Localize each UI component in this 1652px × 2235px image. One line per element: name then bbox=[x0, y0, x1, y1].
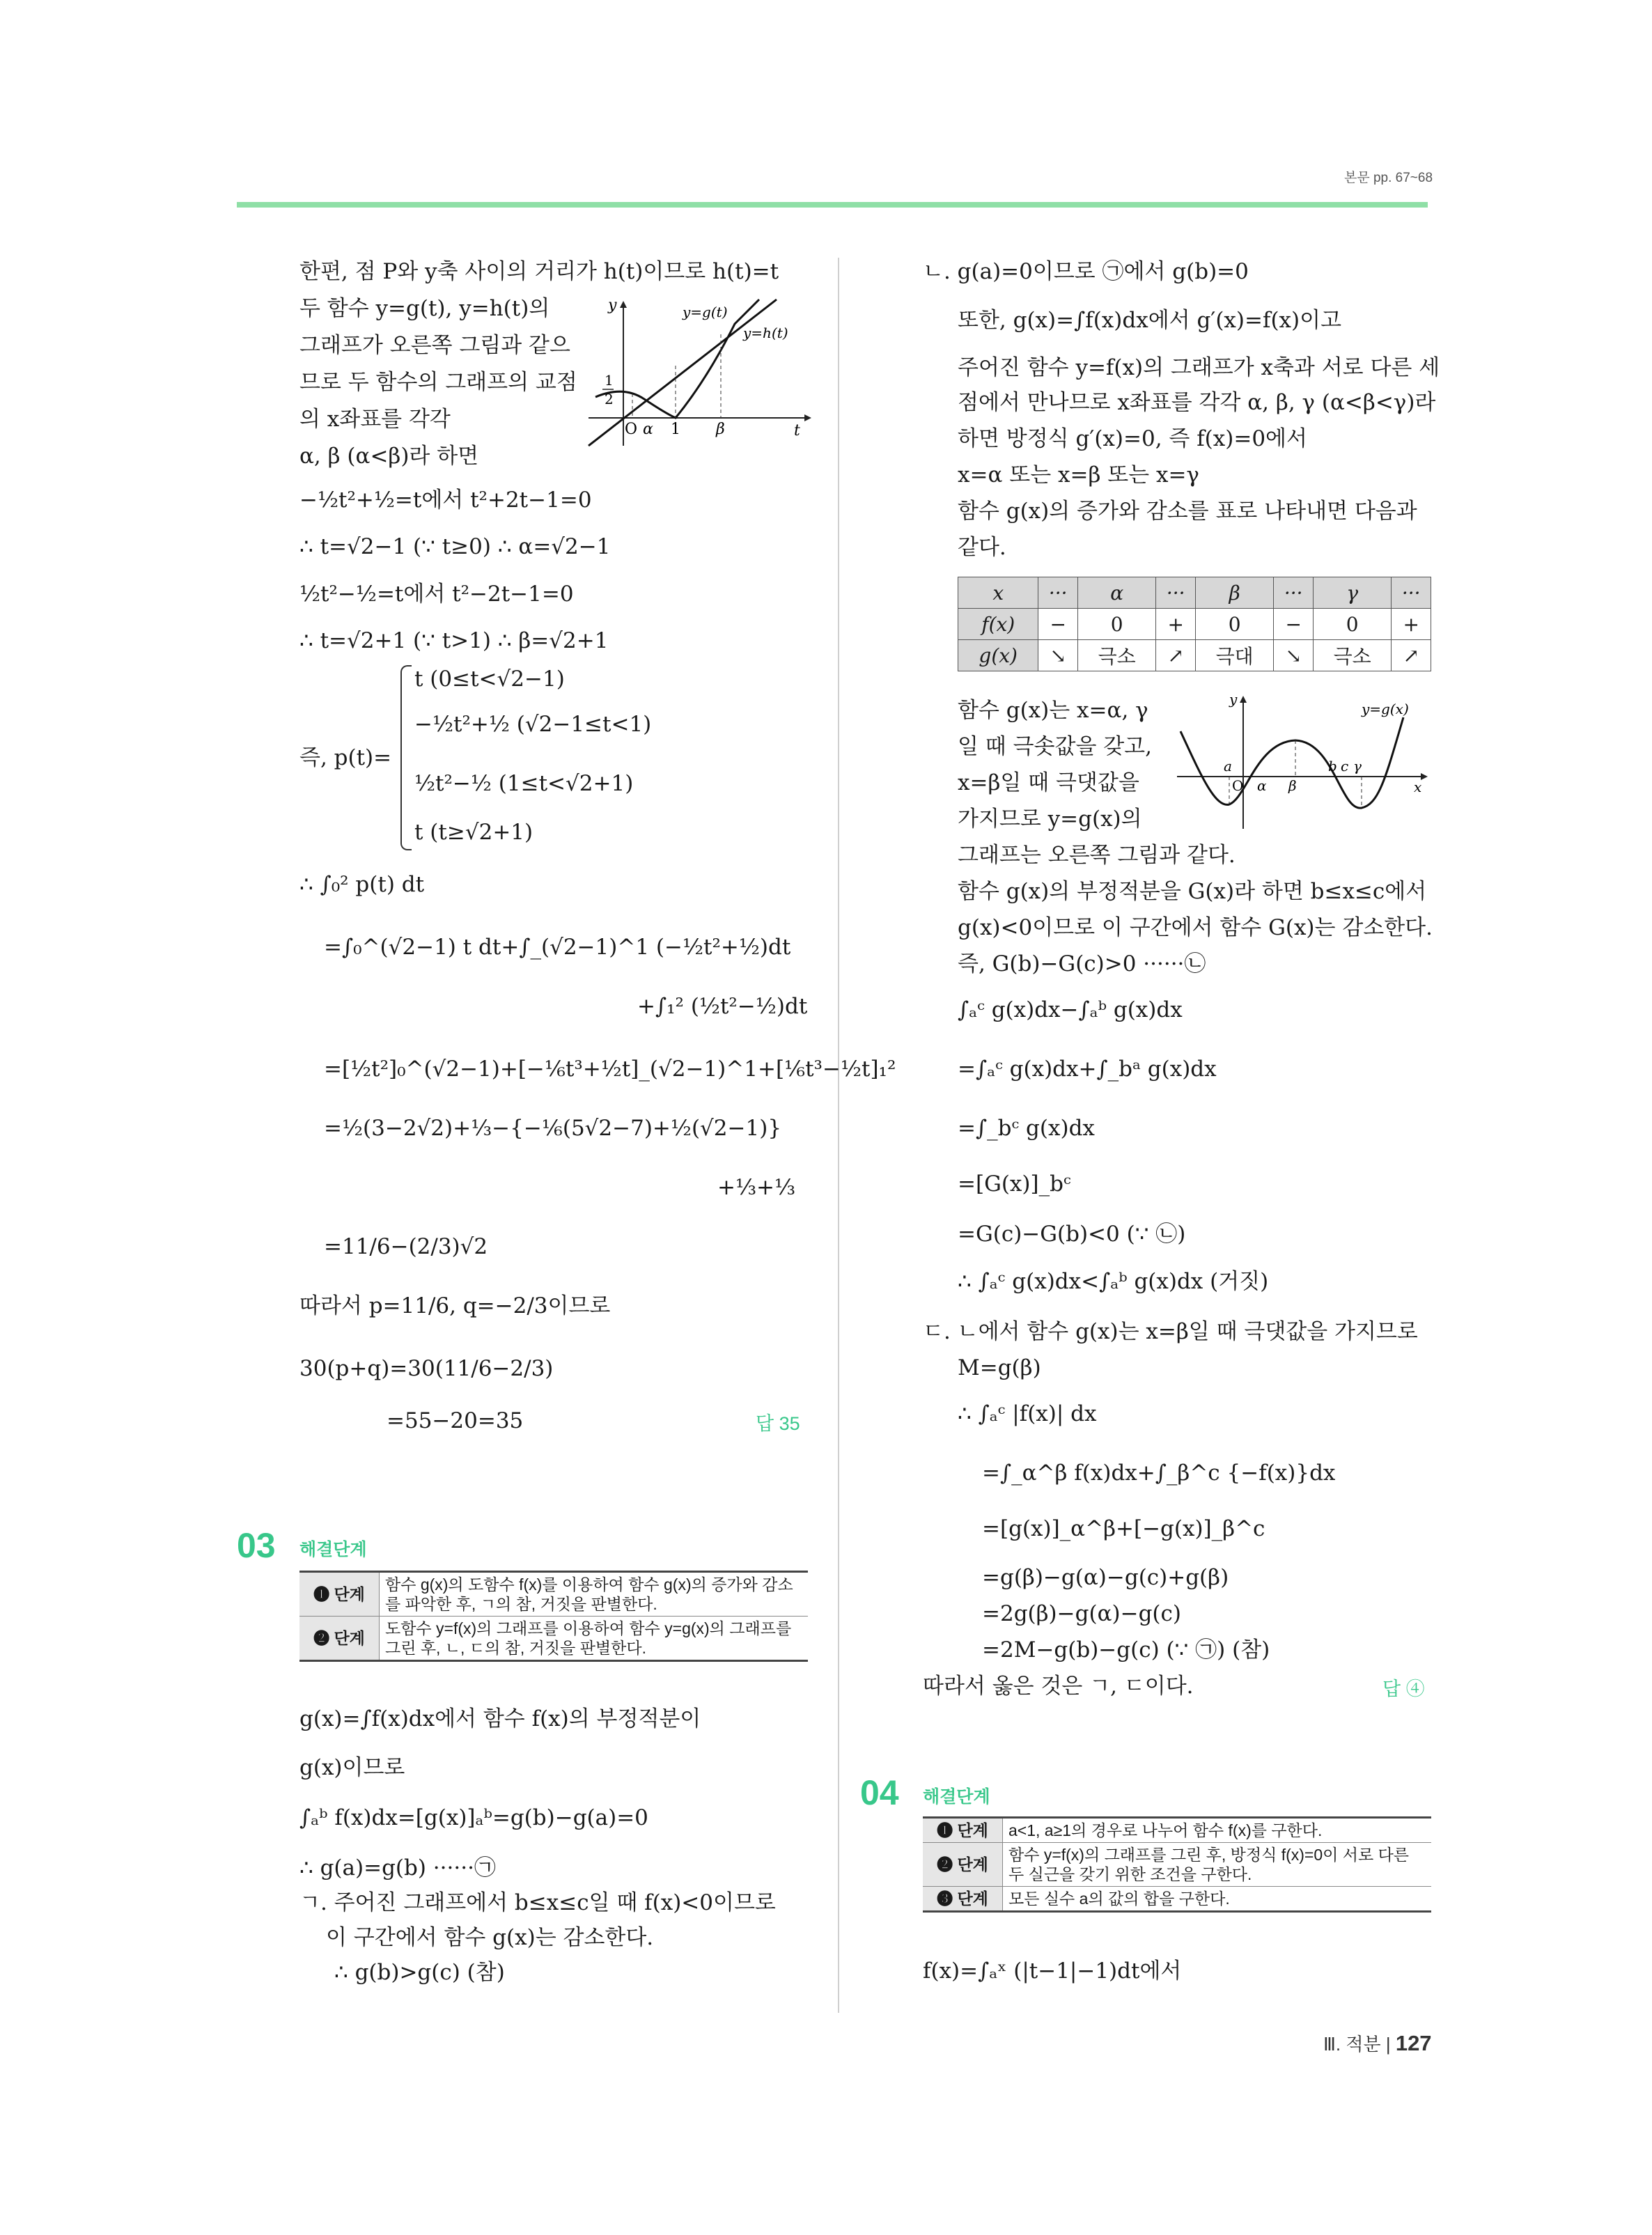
right-line: =2g(β)−g(α)−g(c) bbox=[982, 1601, 1181, 1626]
right-line: 따라서 옳은 것은 ㄱ, ㄷ이다. bbox=[923, 1674, 1194, 1699]
table-row bbox=[958, 577, 1431, 609]
table-header-cell: ··· bbox=[1038, 577, 1078, 609]
right-line: g(x)<0이므로 이 구간에서 함수 G(x)는 감소한다. bbox=[958, 915, 1433, 940]
sec03-line: ∴ g(b)>g(c) (참) bbox=[334, 1960, 505, 1985]
table-header-cell: γ bbox=[1313, 577, 1391, 609]
left-line: 따라서 p=11/6, q=−2/3이므로 bbox=[299, 1293, 611, 1318]
right-line: ㄴ. g(a)=0이므로 ㉠에서 g(b)=0 bbox=[923, 259, 1249, 284]
left-line: =∫₀^(√2−1) t dt+∫_(√2−1)^1 (−½t²+½)dt bbox=[324, 935, 791, 960]
step-row bbox=[923, 1887, 1431, 1912]
right-line: =[G(x)]_bᶜ bbox=[958, 1171, 1071, 1197]
step-row bbox=[299, 1572, 808, 1617]
sec03-line: g(x)=∫f(x)dx에서 함수 f(x)의 부정적분이 bbox=[299, 1706, 701, 1731]
half-den: 2 bbox=[605, 391, 614, 407]
origin-label: O bbox=[625, 421, 638, 438]
table-row bbox=[958, 609, 1431, 640]
piecewise-lead: 즉, p(t)= bbox=[299, 745, 392, 770]
left-line: 한편, 점 P와 y축 사이의 거리가 h(t)이므로 h(t)=t bbox=[299, 259, 779, 284]
right-line: 그래프는 오른쪽 그림과 같다. bbox=[958, 843, 1236, 868]
section-number: 04 bbox=[860, 1773, 899, 1812]
right-line: 점에서 만나므로 x좌표를 각각 α, β, γ (α<β<γ)라 bbox=[958, 390, 1436, 415]
table-cell: 극대 bbox=[1195, 640, 1273, 671]
variation-table bbox=[958, 577, 1431, 671]
right-line: 함수 g(x)의 증가와 감소를 표로 나타내면 다음과 bbox=[958, 499, 1417, 524]
step-table-04 bbox=[923, 1816, 1431, 1913]
curve-g bbox=[1180, 717, 1403, 808]
left-line: ∴ t=√2−1 (∵ t≥0) ∴ α=√2−1 bbox=[299, 534, 611, 559]
right-line: =∫_α^β f(x)dx+∫_β^c {−f(x)}dx bbox=[982, 1461, 1336, 1486]
piecewise-case: −½t²+½ (√2−1≤t<1) bbox=[414, 712, 652, 737]
chapter-label: Ⅲ. 적분 | bbox=[1323, 2034, 1391, 2055]
table-cell: − bbox=[1038, 609, 1078, 640]
half-num: 1 bbox=[605, 372, 614, 389]
step-label: ❷ 단계 bbox=[923, 1843, 1003, 1887]
piecewise-case: ½t²−½ (1≤t<√2+1) bbox=[414, 771, 634, 796]
table-row bbox=[958, 640, 1431, 671]
right-line: 또한, g(x)=∫f(x)dx에서 g′(x)=f(x)이고 bbox=[958, 308, 1342, 333]
left-line: +∫₁² (½t²−½)dt bbox=[637, 994, 808, 1019]
left-line: 30(p+q)=30(11/6−2/3) bbox=[299, 1356, 554, 1381]
table-cell: f(x) bbox=[958, 609, 1038, 640]
beta-label: β bbox=[716, 421, 725, 438]
x-axis-arrow bbox=[1421, 773, 1428, 780]
step-text: 함수 g(x)의 도함수 f(x)를 이용하여 함수 g(x)의 증가와 감소를 파악한 후, ㄱ의 참, 거짓을 판별한다. bbox=[380, 1572, 809, 1617]
c-label: c bbox=[1341, 758, 1349, 774]
left-line: =55−20=35 bbox=[387, 1408, 524, 1433]
step-text: 함수 y=f(x)의 그래프를 그린 후, 방정식 f(x)=0이 서로 다른 두 실근을 갖기 위한 조건을 구한다. bbox=[1003, 1843, 1432, 1887]
left-line: 의 x좌표를 각각 bbox=[299, 407, 451, 432]
right-line: x=α 또는 x=β 또는 x=γ bbox=[958, 462, 1199, 488]
table-cell: ↘ bbox=[1274, 640, 1314, 671]
table-header-cell: ··· bbox=[1156, 577, 1196, 609]
page-reference: 본문 pp. 67~68 bbox=[1344, 171, 1433, 185]
right-line: ∫ₐᶜ g(x)dx−∫ₐᵇ g(x)dx bbox=[958, 997, 1183, 1022]
alpha-label: α bbox=[643, 421, 653, 438]
step-text: a<1, a≥1의 경우로 나누어 함수 f(x)를 구한다. bbox=[1003, 1818, 1432, 1843]
table-cell: − bbox=[1274, 609, 1314, 640]
step-label: ❶ 단계 bbox=[299, 1572, 380, 1617]
piecewise-case: t (0≤t<√2−1) bbox=[414, 667, 565, 692]
table-header-cell: α bbox=[1077, 577, 1155, 609]
table-cell: ↗ bbox=[1156, 640, 1196, 671]
table-header-cell: ··· bbox=[1274, 577, 1314, 609]
t-label: t bbox=[794, 422, 800, 439]
table-cell: 0 bbox=[1077, 609, 1155, 640]
y-label: y bbox=[608, 297, 617, 314]
answer-03: 답 ④ bbox=[1382, 1679, 1425, 1699]
sec03-line: ∴ g(a)=g(b) ······㉠ bbox=[299, 1855, 496, 1880]
sec03-line: g(x)이므로 bbox=[299, 1755, 405, 1780]
one-label: 1 bbox=[671, 421, 680, 438]
right-line: ∴ ∫ₐᶜ g(x)dx<∫ₐᵇ g(x)dx (거짓) bbox=[958, 1269, 1269, 1294]
table-cell: + bbox=[1156, 609, 1196, 640]
table-cell: 0 bbox=[1195, 609, 1273, 640]
right-line: =2M−g(b)−g(c) (∵ ㉠) (참) bbox=[982, 1637, 1270, 1662]
piecewise-brace bbox=[400, 665, 412, 850]
right-line: x=β일 때 극댓값을 bbox=[958, 770, 1139, 795]
step-row bbox=[923, 1843, 1431, 1887]
table-cell: g(x) bbox=[958, 640, 1038, 671]
left-line: ½t²−½=t에서 t²−2t−1=0 bbox=[299, 582, 574, 607]
page-number: 127 bbox=[1395, 2031, 1432, 2055]
left-line: 므로 두 함수의 그래프의 교점 bbox=[299, 370, 577, 395]
right-line: 주어진 함수 y=f(x)의 그래프가 x축과 서로 다른 세 bbox=[958, 355, 1440, 380]
right-line: 함수 g(x)는 x=α, γ bbox=[958, 698, 1148, 723]
b-label: b bbox=[1328, 758, 1337, 774]
sec03-line: ㄱ. 주어진 그래프에서 b≤x≤c일 때 f(x)<0이므로 bbox=[299, 1890, 776, 1915]
section-title: 해결단계 bbox=[299, 1540, 367, 1559]
left-line: −½t²+½=t에서 t²+2t−1=0 bbox=[299, 488, 592, 513]
right-line: 함수 g(x)의 부정적분을 G(x)라 하면 b≤x≤c에서 bbox=[958, 879, 1427, 904]
right-line: M=g(β) bbox=[958, 1355, 1041, 1380]
right-line: =G(c)−G(b)<0 (∵ ㉡) bbox=[958, 1222, 1186, 1247]
table-cell: ↗ bbox=[1392, 640, 1431, 671]
table-cell: 0 bbox=[1313, 609, 1391, 640]
left-line: ∴ ∫₀² p(t) dt bbox=[299, 872, 425, 897]
page-footer bbox=[1323, 2030, 1432, 2056]
right-line: 일 때 극솟값을 갖고, bbox=[958, 734, 1152, 759]
left-line: α, β (α<β)라 하면 bbox=[299, 444, 479, 469]
t-axis-arrow bbox=[804, 414, 811, 421]
answer-02: 답 35 bbox=[756, 1413, 800, 1434]
right-line: 같다. bbox=[958, 535, 1006, 560]
table-cell: + bbox=[1392, 609, 1431, 640]
curve-g bbox=[595, 299, 759, 418]
origin-label: O bbox=[1232, 777, 1244, 794]
left-line: 두 함수 y=g(t), y=h(t)의 bbox=[299, 296, 550, 321]
piecewise-case: t (t≥√2+1) bbox=[414, 820, 533, 845]
a-label: a bbox=[1224, 758, 1232, 774]
step-row bbox=[923, 1818, 1431, 1843]
gamma-label: γ bbox=[1353, 758, 1362, 774]
right-line: =∫ₐᶜ g(x)dx+∫_bᵃ g(x)dx bbox=[958, 1057, 1217, 1082]
label-h: y=h(t) bbox=[743, 325, 788, 341]
right-line: 하면 방정식 g′(x)=0, 즉 f(x)=0에서 bbox=[958, 426, 1307, 451]
step-text: 도함수 y=f(x)의 그래프를 이용하여 함수 y=g(x)의 그래프를 그린 후, ㄴ, ㄷ의 참, 거짓을 판별한다. bbox=[380, 1617, 809, 1661]
beta-label: β bbox=[1288, 777, 1297, 794]
table-header-cell: β bbox=[1195, 577, 1273, 609]
line-h bbox=[589, 299, 777, 446]
sec04-line: f(x)=∫ₐˣ (|t−1|−1)dt에서 bbox=[923, 1958, 1182, 1984]
y-axis-arrow bbox=[620, 301, 627, 308]
table-header-cell: x bbox=[958, 577, 1038, 609]
section-title: 해결단계 bbox=[923, 1787, 990, 1807]
right-line: 즉, G(b)−G(c)>0 ······㉡ bbox=[958, 951, 1206, 976]
sec03-line: 이 구간에서 함수 g(x)는 감소한다. bbox=[326, 1925, 654, 1950]
label-g: y=g(t) bbox=[683, 304, 728, 320]
step-row bbox=[299, 1617, 808, 1661]
table-cell: ↘ bbox=[1038, 640, 1078, 671]
step-text: 모든 실수 a의 값의 합을 구한다. bbox=[1003, 1887, 1432, 1912]
step-table-03 bbox=[299, 1571, 808, 1662]
section-number: 03 bbox=[237, 1526, 276, 1565]
left-line: +⅓+⅓ bbox=[717, 1175, 796, 1200]
right-line: =∫_bᶜ g(x)dx bbox=[958, 1116, 1095, 1141]
column-divider bbox=[838, 258, 839, 2013]
sec03-line: ∫ₐᵇ f(x)dx=[g(x)]ₐᵇ=g(b)−g(a)=0 bbox=[299, 1805, 648, 1830]
label-g: y=g(x) bbox=[1362, 701, 1409, 717]
graph-g bbox=[1174, 693, 1431, 832]
right-line: 가지므로 y=g(x)의 bbox=[958, 807, 1142, 832]
left-line: =½(3−2√2)+⅓−{−⅙(5√2−7)+½(√2−1)} bbox=[324, 1116, 782, 1141]
right-line: =[g(x)]_α^β+[−g(x)]_β^c bbox=[982, 1516, 1265, 1541]
left-line: =11/6−(2/3)√2 bbox=[324, 1234, 488, 1259]
right-line: ∴ ∫ₐᶜ |f(x)| dx bbox=[958, 1401, 1097, 1426]
graph-g-h bbox=[582, 296, 811, 453]
header-rule bbox=[237, 202, 1428, 208]
right-line: =g(β)−g(α)−g(c)+g(β) bbox=[982, 1565, 1229, 1590]
left-line: ∴ t=√2+1 (∵ t>1) ∴ β=√2+1 bbox=[299, 628, 609, 653]
table-header-cell: ··· bbox=[1392, 577, 1431, 609]
left-line: =[½t²]₀^(√2−1)+[−⅙t³+½t]_(√2−1)^1+[⅙t³−½t]₁² bbox=[324, 1057, 896, 1082]
step-label: ❶ 단계 bbox=[923, 1818, 1003, 1843]
y-axis-arrow bbox=[1240, 696, 1247, 703]
table-cell: 극소 bbox=[1313, 640, 1391, 671]
y-label: y bbox=[1229, 693, 1238, 708]
alpha-label: α bbox=[1257, 777, 1267, 794]
table-cell: 극소 bbox=[1077, 640, 1155, 671]
x-label: x bbox=[1414, 779, 1422, 795]
left-line: 그래프가 오른쪽 그림과 같으 bbox=[299, 333, 570, 358]
step-label: ❷ 단계 bbox=[299, 1617, 380, 1661]
right-line: ㄷ. ㄴ에서 함수 g(x)는 x=β일 때 극댓값을 가지므로 bbox=[923, 1319, 1418, 1344]
step-label: ❸ 단계 bbox=[923, 1887, 1003, 1912]
